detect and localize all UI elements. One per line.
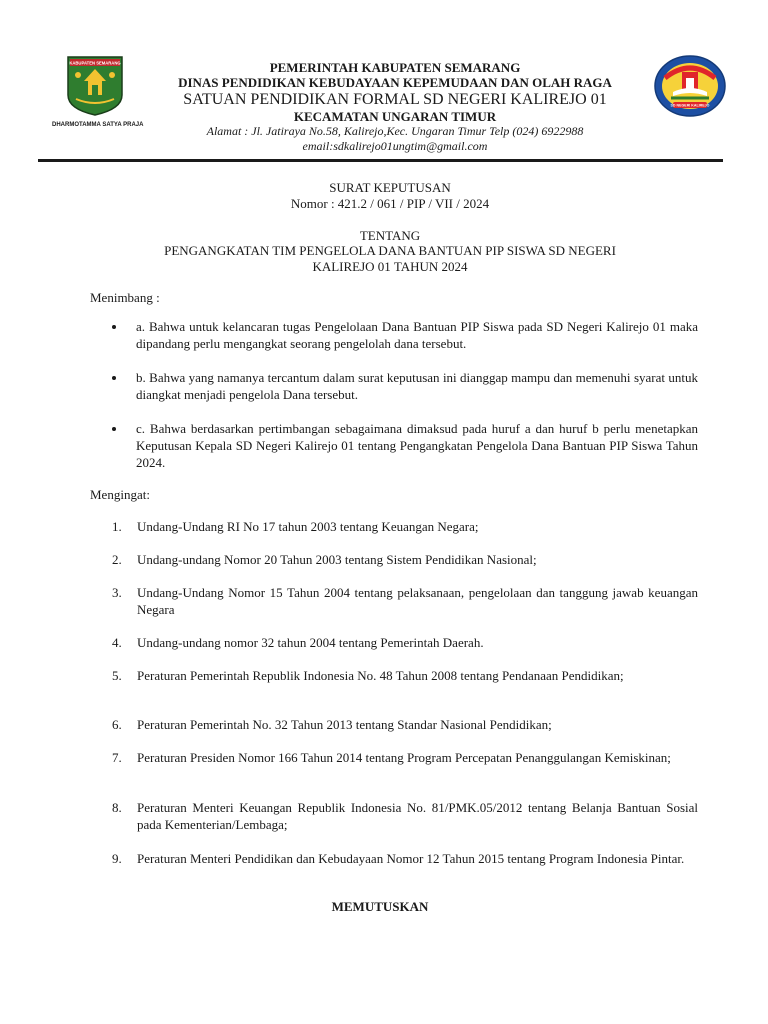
menimbang-label: Menimbang : [90,290,160,305]
menimbang-item-text: a. Bahwa untuk kelancaran tugas Pengelolaan Dana Bantuan PIP Siswa pada SD Negeri Kalirejo 01 maka dipandang perlu mengangkat seorang pengelolah dana tersebut. [136,319,698,351]
decision-heading: MEMUTUSKAN [331,899,429,914]
letterhead-divider [38,159,723,162]
school-logo [653,54,727,118]
district-name: KECAMATAN UNGARAN TIMUR [293,109,497,124]
item-number: 9. [112,851,122,866]
motto-text: DHARMOTAMMA SATYA PRAJA [52,122,144,128]
letterhead-line-2: DINAS PENDIDIKAN KEBUDAYAAN KEPEMUDAAN DAN OLAH RAGA [178,75,612,90]
item-number: 6. [112,717,122,732]
svg-text:KABUPATEN SEMARANG: KABUPATEN SEMARANG [69,60,121,66]
subject-line-2: KALIREJO 01 TAHUN 2024 [312,259,468,274]
item-text: Undang-undang nomor 32 tahun 2004 tentang Pemerintah Daerah. [137,635,484,650]
bullet-icon [112,325,116,329]
item-number: 8. [112,800,122,815]
school-email: email:sdkalirejo01ungtim@gmail.com [302,139,488,153]
kabupaten-semarang-logo [66,55,124,117]
menimbang-item-text: c. Bahwa berdasarkan pertimbangan sebagaimana dimaksud pada huruf a dan huruf b perlu menetapkan Keputusan Kepala SD Negeri Kalirejo 01 tentang Pengangkatan Pengelola Dana Bantuan PIP Siswa Tahun 2024. [136,421,698,470]
item-text: Peraturan Menteri Keuangan Republik Indonesia No. 81/PMK.05/2012 tentang Belanja Bantuan Sosial pada Kementerian/Lembaga; [137,800,698,832]
school-address: Alamat : Jl. Jatiraya No.58, Kalirejo,Kec. Ungaran Timur Telp (024) 6922988 [206,124,584,138]
item-text: Peraturan Pemerintah Republik Indonesia No. 48 Tahun 2008 tentang Pendanaan Pendidikan; [137,668,624,683]
item-text: Peraturan Presiden Nomor 166 Tahun 2014 tentang Program Percepatan Penanggulangan Kemiskinan; [137,750,671,765]
bullet-icon [112,427,116,431]
item-text: Peraturan Pemerintah No. 32 Tahun 2013 tentang Standar Nasional Pendidikan; [137,717,552,732]
document-type: SURAT KEPUTUSAN [329,180,451,195]
item-number: 7. [112,750,122,765]
item-text: Undang-Undang RI No 17 tahun 2003 tentang Keuangan Negara; [137,519,479,534]
mengingat-label: Mengingat: [90,487,150,502]
bullet-icon [112,376,116,380]
item-text: Undang-undang Nomor 20 Tahun 2003 tentang Sistem Pendidikan Nasional; [137,552,537,567]
item-number: 5. [112,668,122,683]
item-text: Undang-Undang Nomor 15 Tahun 2004 tentang pelaksanaan, pengelolaan dan tanggung jawab keuangan Negara [137,585,698,617]
menimbang-item-text: b. Bahwa yang namanya tercantum dalam surat keputusan ini dianggap mampu dan memenuhi syarat untuk diangkat menjadi pengelola Dana tersebut. [136,370,698,402]
letterhead-line-1: PEMERINTAH KABUPATEN SEMARANG [269,60,521,75]
item-text: Peraturan Menteri Pendidikan dan Kebudayaan Nomor 12 Tahun 2015 tentang Program Indonesia Pintar. [137,851,685,866]
letterhead [140,60,650,154]
item-number: 4. [112,635,122,650]
item-number: 3. [112,585,122,600]
document-number: Nomor : 421.2 / 061 / PIP / VII / 2024 [290,196,490,211]
item-number: 1. [112,519,122,534]
subject-line-1: PENGANGKATAN TIM PENGELOLA DANA BANTUAN PIP SISWA SD NEGERI [164,243,616,258]
school-name: SATUAN PENDIDIKAN FORMAL SD NEGERI KALIREJO 01 [183,91,607,108]
school-logo-text: SD NEGERI KALIREJO [670,103,710,108]
about-heading: TENTANG [359,228,421,243]
item-number: 2. [112,552,122,567]
